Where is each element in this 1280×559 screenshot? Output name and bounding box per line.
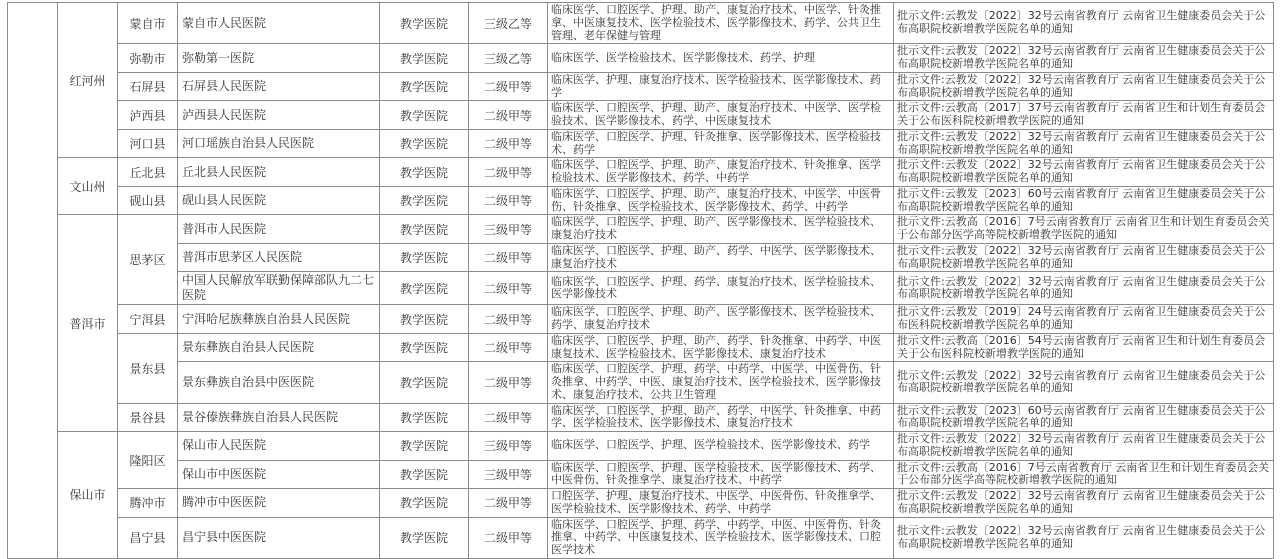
approval-cell: 批示文件:云教发〔2022〕32号云南省教育厅 云南省卫生健康委员会关于公布高职院校新增教学医院名单的通知: [894, 129, 1274, 158]
hospital-table-body: [8, 3, 1274, 559]
county-cell: 隆阳区: [118, 432, 178, 489]
approval-cell: 批示文件:云教发〔2019〕24号云南省教育厅 云南省卫生健康委员会关于公布医科院校新增教学医院名单的通知: [894, 305, 1274, 334]
grade-cell: 二级甲等: [469, 158, 548, 187]
county-cell: 丘北县: [118, 158, 178, 187]
approval-cell: 批示文件:云教发〔2023〕60号云南省教育厅 云南省卫生健康委员会关于公布高职院校新增教学医院名单的通知: [894, 186, 1274, 215]
county-cell: 宁洱县: [118, 305, 178, 334]
hospital-name-cell: 景谷傣族彝族自治县人民医院: [178, 403, 380, 432]
approval-cell: 批示文件:云教发〔2022〕32号云南省教育厅 云南省卫生健康委员会关于公布高职院校新增教学医院名单的通知: [894, 72, 1274, 101]
county-cell: 景谷县: [118, 403, 178, 432]
grade-cell: 三级甲等: [469, 215, 548, 244]
table-row: [8, 305, 1274, 334]
approval-cell: 批示文件:云教发〔2022〕32号云南省教育厅 云南省卫生健康委员会关于公布高职院校新增教学医院名单的通知: [894, 432, 1274, 461]
table-row: [8, 186, 1274, 215]
table-row: [8, 215, 1274, 244]
grade-cell: 三级乙等: [469, 44, 548, 73]
teaching-hospitals-table: [7, 2, 1274, 559]
grade-cell: 二级甲等: [469, 186, 548, 215]
hospital-name-cell: 蒙自市人民医院: [178, 3, 380, 44]
approval-cell: 批示文件:云教发〔2022〕32号云南省教育厅 云南省卫生健康委员会关于公布高职院校新增教学医院名单的通知: [894, 158, 1274, 187]
type-cell: 教学医院: [380, 489, 469, 518]
table-row: [8, 333, 1274, 362]
approval-cell: 批示文件:云教发〔2022〕32号云南省教育厅 云南省卫生健康委员会关于公布高职院校新增教学医院名单的通知: [894, 272, 1274, 305]
grade-cell: 二级甲等: [469, 362, 548, 403]
table-row: [8, 101, 1274, 130]
table-row: [8, 44, 1274, 73]
approval-cell: 批示文件:云教发〔2023〕60号云南省教育厅 云南省卫生健康委员会关于公布高职院校新增教学医院名单的通知: [894, 403, 1274, 432]
approval-cell: 批示文件:云教高〔2017〕37号云南省教育厅 云南省卫生和计划生育委员会关于公布医科院校新增教学医院的通知: [894, 101, 1274, 130]
region-cell: 普洱市: [58, 215, 118, 432]
approval-cell: 批示文件:云教发〔2022〕32号云南省教育厅 云南省卫生健康委员会关于公布高职院校新增教学医院名单的通知: [894, 517, 1274, 558]
majors-cell: 临床医学、口腔医学、护理、药学、康复治疗技术、医学检验技术、医学影像技术: [548, 272, 894, 305]
county-cell: 石屏县: [118, 72, 178, 101]
hospital-name-cell: 腾冲市中医医院: [178, 489, 380, 518]
table-row: [8, 158, 1274, 187]
type-cell: 教学医院: [380, 158, 469, 187]
table-row: [8, 517, 1274, 558]
left-gutter-cell: [8, 3, 58, 559]
table-row: [8, 129, 1274, 158]
grade-cell: 二级甲等: [469, 517, 548, 558]
majors-cell: 临床医学、口腔医学、护理、药学、中药学、中医、中医骨伤、针灸推拿、中药学、中医康复技术、医学检验技术、医学影像技术、口腔医学技术: [548, 517, 894, 558]
type-cell: 教学医院: [380, 215, 469, 244]
table-row: [8, 272, 1274, 305]
grade-cell: 二级甲等: [469, 333, 548, 362]
majors-cell: 临床医学、口腔医学、护理、助产、康复治疗技术、中医学、中医骨伤、针灸推拿、医学检验技术、医学影像技术、药学、中药学: [548, 186, 894, 215]
hospital-name-cell: 昌宁县中医医院: [178, 517, 380, 558]
hospital-name-cell: 普洱市人民医院: [178, 215, 380, 244]
grade-cell: 二级甲等: [469, 305, 548, 334]
majors-cell: 临床医学、口腔医学、护理、医学检验技术、医学影像技术、药学、中医骨伤、针灸推拿学、康复治疗技术、中药学: [548, 460, 894, 489]
hospital-name-cell: 砚山县人民医院: [178, 186, 380, 215]
majors-cell: 临床医学、护理、康复治疗技术、医学检验技术、医学影像技术、药学: [548, 72, 894, 101]
hospital-name-cell: 景东彝族自治县中医医院: [178, 362, 380, 403]
grade-cell: 二级甲等: [469, 272, 548, 305]
hospital-name-cell: 宁洱哈尼族彝族自治县人民医院: [178, 305, 380, 334]
hospital-name-cell: 保山市人民医院: [178, 432, 380, 461]
majors-cell: 口腔医学、护理、康复治疗技术、中医学、中医骨伤、针灸推拿学、医学检验技术、医学影像技术、药学、中药学: [548, 489, 894, 518]
hospital-name-cell: 丘北县人民医院: [178, 158, 380, 187]
table-row: [8, 460, 1274, 489]
majors-cell: 临床医学、口腔医学、护理、助产、康复治疗技术、中医学、医学检验技术、医学影像技术、药学、中医康复技术: [548, 101, 894, 130]
grade-cell: 三级甲等: [469, 460, 548, 489]
type-cell: 教学医院: [380, 272, 469, 305]
majors-cell: 临床医学、口腔医学、护理、助产、医学影像技术、医学检验技术、康复治疗技术: [548, 215, 894, 244]
county-cell: 河口县: [118, 129, 178, 158]
type-cell: 教学医院: [380, 3, 469, 44]
hospital-name-cell: 保山市中医医院: [178, 460, 380, 489]
type-cell: 教学医院: [380, 362, 469, 403]
approval-cell: 批示文件:云教高〔2016〕7号云南省教育厅 云南省卫生和计划生育委员会关于公布部分医学高等院校新增教学医院的通知: [894, 215, 1274, 244]
type-cell: 教学医院: [380, 44, 469, 73]
type-cell: 教学医院: [380, 129, 469, 158]
majors-cell: 临床医学、口腔医学、护理、针灸推拿、医学影像技术、医学检验技术、药学: [548, 129, 894, 158]
majors-cell: 临床医学、医学检验技术、医学影像技术、药学、护理: [548, 44, 894, 73]
table-row: [8, 362, 1274, 403]
type-cell: 教学医院: [380, 432, 469, 461]
type-cell: 教学医院: [380, 101, 469, 130]
table-row: [8, 432, 1274, 461]
region-cell: 保山市: [58, 432, 118, 559]
type-cell: 教学医院: [380, 305, 469, 334]
hospital-name-cell: 河口瑶族自治县人民医院: [178, 129, 380, 158]
grade-cell: 二级甲等: [469, 72, 548, 101]
county-cell: 蒙自市: [118, 3, 178, 44]
region-cell: 红河州: [58, 3, 118, 158]
approval-cell: 批示文件:云教发〔2022〕32号云南省教育厅 云南省卫生健康委员会关于公布高职院校新增教学医院名单的通知: [894, 362, 1274, 403]
grade-cell: 三级甲等: [469, 432, 548, 461]
county-cell: 景东县: [118, 333, 178, 403]
county-cell: 砚山县: [118, 186, 178, 215]
hospital-name-cell: 中国人民解放军联勤保障部队九二七医院: [178, 272, 380, 305]
table-row: [8, 72, 1274, 101]
approval-cell: 批示文件:云教高〔2016〕54号云南省教育厅 云南省卫生和计划生育委员会关于公布医科院校新增教学医院的通知: [894, 333, 1274, 362]
approval-cell: 批示文件:云教高〔2016〕7号云南省教育厅 云南省卫生和计划生育委员会关于公布部分医学高等院校新增教学医院的通知: [894, 460, 1274, 489]
type-cell: 教学医院: [380, 186, 469, 215]
grade-cell: 二级甲等: [469, 489, 548, 518]
county-cell: 弥勒市: [118, 44, 178, 73]
approval-cell: 批示文件:云教发〔2022〕32号云南省教育厅 云南省卫生健康委员会关于公布高职院校新增教学医院名单的通知: [894, 489, 1274, 518]
type-cell: 教学医院: [380, 403, 469, 432]
grade-cell: 三级乙等: [469, 3, 548, 44]
type-cell: 教学医院: [380, 460, 469, 489]
county-cell: 昌宁县: [118, 517, 178, 558]
hospital-name-cell: 景东彝族自治县人民医院: [178, 333, 380, 362]
type-cell: 教学医院: [380, 243, 469, 272]
grade-cell: 二级甲等: [469, 403, 548, 432]
hospital-name-cell: 弥勒第一医院: [178, 44, 380, 73]
majors-cell: 临床医学、口腔医学、护理、医学检验技术、医学影像技术、药学: [548, 432, 894, 461]
majors-cell: 临床医学、口腔医学、护理、助产、药学、中医学、医学影像技术、康复治疗技术: [548, 243, 894, 272]
grade-cell: 二级甲等: [469, 101, 548, 130]
type-cell: 教学医院: [380, 72, 469, 101]
majors-cell: 临床医学、口腔医学、护理、助产、药学、中医学、针灸推拿、中药学、医学检验技术、医学影像技术、康复治疗技术: [548, 403, 894, 432]
table-row: [8, 3, 1274, 44]
hospital-name-cell: 泸西县人民医院: [178, 101, 380, 130]
table-row: [8, 403, 1274, 432]
table-row: [8, 489, 1274, 518]
approval-cell: 批示文件:云教发〔2022〕32号云南省教育厅 云南省卫生健康委员会关于公布高职院校新增教学医院名单的通知: [894, 44, 1274, 73]
approval-cell: 批示文件:云教发〔2022〕32号云南省教育厅 云南省卫生健康委员会关于公布高职院校新增教学医院名单的通知: [894, 3, 1274, 44]
majors-cell: 临床医学、口腔医学、护理、助产、康复治疗技术、针灸推拿、医学检验技术、医学影像技术、药学、中药学: [548, 158, 894, 187]
majors-cell: 临床医学、口腔医学、护理、药学、中药学、中医学、中医骨伤、针灸推拿、中药学、中医、康复治疗技术、医学检验技术、医学影像技术、康复治疗技术、公共卫生管理: [548, 362, 894, 403]
type-cell: 教学医院: [380, 517, 469, 558]
county-cell: 泸西县: [118, 101, 178, 130]
grade-cell: 二级甲等: [469, 243, 548, 272]
majors-cell: 临床医学、口腔医学、护理、助产、康复治疗技术、中医学、针灸推拿、中医康复技术、医学检验技术、医学影像技术、药学、公共卫生管理、老年保健与管理: [548, 3, 894, 44]
majors-cell: 临床医学、口腔医学、护理、助产、药学、针灸推拿、中药学、中医康复技术、医学检验技术、医学影像技术、康复治疗技术: [548, 333, 894, 362]
hospital-name-cell: 石屏县人民医院: [178, 72, 380, 101]
region-cell: 文山州: [58, 158, 118, 215]
county-cell: 思茅区: [118, 215, 178, 305]
approval-cell: 批示文件:云教发〔2022〕32号云南省教育厅 云南省卫生健康委员会关于公布高职院校新增教学医院名单的通知: [894, 243, 1274, 272]
table-row: [8, 243, 1274, 272]
hospital-name-cell: 普洱市思茅区人民医院: [178, 243, 380, 272]
grade-cell: 二级甲等: [469, 129, 548, 158]
majors-cell: 临床医学、口腔医学、护理、助产、医学影像技术、医学检验技术、药学、康复治疗技术: [548, 305, 894, 334]
county-cell: 腾冲市: [118, 489, 178, 518]
type-cell: 教学医院: [380, 333, 469, 362]
